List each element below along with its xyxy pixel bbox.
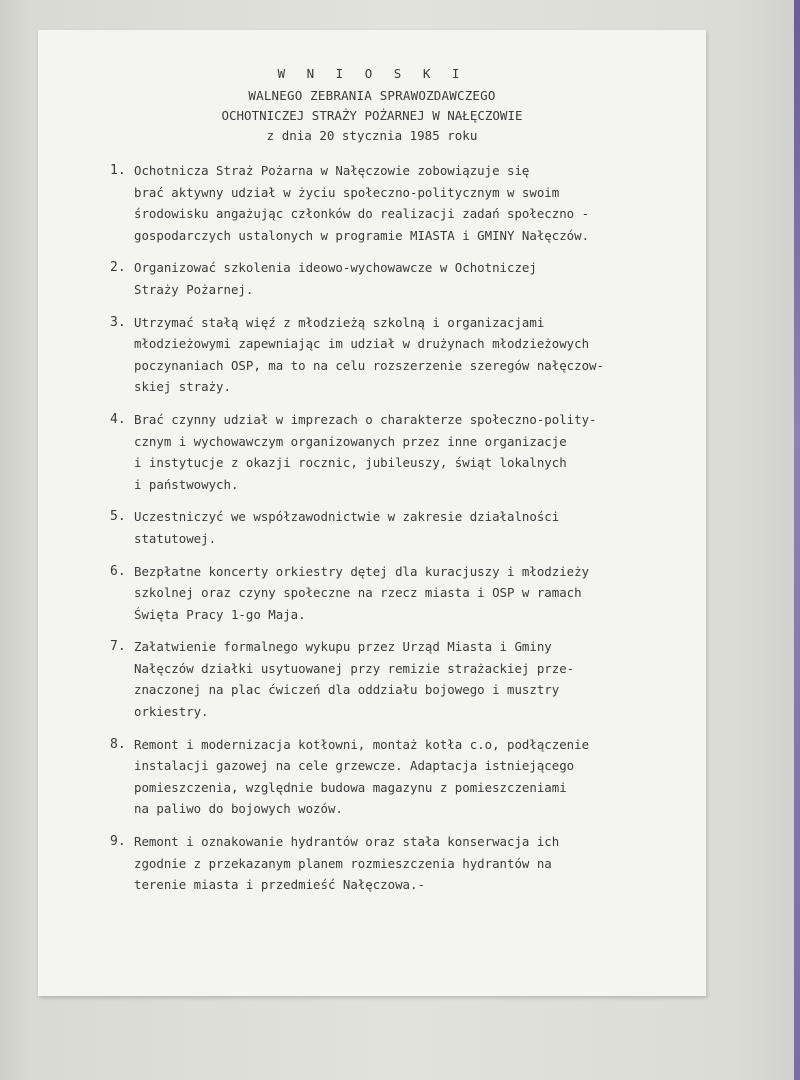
item-text-line: zgodnie z przekazanym planem rozmieszczenia hydrantów na [134, 855, 552, 871]
item-text-line: szkolnej oraz czyny społeczne na rzecz miasta i OSP w ramach [134, 585, 582, 601]
header-line-2: OCHOTNICZEJ STRAŻY POŻARNEJ W NAŁĘCZOWIE [221, 108, 523, 123]
item-text-line: cznym i wychowawczym organizowanych przez inne organizacje [134, 433, 567, 449]
item-number: 4. [110, 411, 126, 427]
item-text-line: statutowej. [134, 530, 217, 546]
background-edge [794, 0, 800, 1080]
item-number: 2. [110, 260, 126, 276]
item-text-line: Straży Pożarnej. [134, 281, 254, 297]
item-text-line: Nałęczów działki usytuowanej przy remizie strażackiej prze- [134, 660, 575, 676]
item-number: 8. [110, 736, 126, 752]
item-text-line: na paliwo do bojowych wozów. [134, 801, 343, 817]
list-item [110, 636, 694, 722]
item-text-line: Ochotnicza Straż Pożarna w Nałęczowie zobowiązuje się [134, 163, 530, 178]
item-text-line: poczynaniach OSP, ma to na celu rozszerzenie szeregów nałęczow- [134, 357, 604, 373]
item-text-line: Załatwienie formalnego wykupu przez Urząd Miasta i Gminy [134, 639, 552, 655]
resolutions-list [110, 160, 694, 907]
item-number: 7. [110, 639, 126, 655]
item-number: 5. [110, 509, 126, 525]
list-item [110, 160, 694, 246]
item-number: 1. [110, 163, 126, 178]
item-text-line: Święta Pracy 1-go Maja. [134, 606, 306, 622]
item-text-line: Remont i modernizacja kotłowni, montaż kotła c.o, podłączenie [134, 736, 590, 752]
list-item [110, 409, 694, 495]
item-text-line: Brać czynny udział w imprezach o charakterze społeczno-polity- [134, 411, 597, 427]
item-text-line: środowisku angażując członków do realizacji zadań społeczno - [134, 206, 590, 222]
item-text-line: skiej straży. [134, 379, 231, 395]
item-text-line: znaczonej na plac ćwiczeń dla oddziału bojowego i musztry [134, 682, 560, 698]
list-item [110, 561, 694, 626]
item-text-line: Organizować szkolenia ideowo-wychowawcze w Ochotniczej [134, 260, 537, 276]
item-text-line: młodzieżowymi zapewniając im udział w drużynach młodzieżowych [134, 336, 590, 352]
document-header [38, 64, 706, 146]
item-text-line: terenie miasta i przedmieść Nałęczowa.- [134, 877, 425, 893]
item-text-line: pomieszczenia, względnie budowa magazynu z pomieszczeniami [134, 779, 567, 795]
header-line-1: WALNEGO ZEBRANIA SPRAWOZDAWCZEGO [248, 88, 496, 103]
item-number: 3. [110, 314, 126, 330]
document-page [38, 30, 706, 996]
item-text-line: Bezpłatne koncerty orkiestry dętej dla kuracjuszy i młodzieży [134, 563, 590, 579]
item-text-line: i instytucje z okazji rocznic, jubileuszy, świąt lokalnych [134, 455, 567, 471]
list-item [110, 257, 694, 300]
list-item [110, 506, 694, 549]
item-text-line: i państwowych. [134, 476, 239, 492]
list-item [110, 312, 694, 398]
item-text-line: Uczestniczyć we współzawodnictwie w zakresie działalności [134, 509, 560, 525]
item-number: 9. [110, 834, 126, 850]
list-item [110, 734, 694, 820]
header-date: z dnia 20 stycznia 1985 roku [266, 128, 478, 143]
document-title: W N I O S K I [277, 66, 467, 81]
item-text-line: Utrzymać stałą więź z młodzieżą szkolną i organizacjami [134, 314, 545, 330]
list-item [110, 831, 694, 896]
item-text-line: gospodarczych ustalonych w programie MIASTA i GMINY Nałęczów. [134, 227, 590, 243]
item-text-line: orkiestry. [134, 704, 209, 720]
item-text-line: Remont i oznakowanie hydrantów oraz stała konserwacja ich [134, 834, 560, 850]
item-number: 6. [110, 563, 126, 579]
item-text-line: brać aktywny udział w życiu społeczno-politycznym w swoim [134, 184, 560, 200]
item-text-line: instalacji gazowej na cele grzewcze. Adaptacja istniejącego [134, 758, 575, 774]
